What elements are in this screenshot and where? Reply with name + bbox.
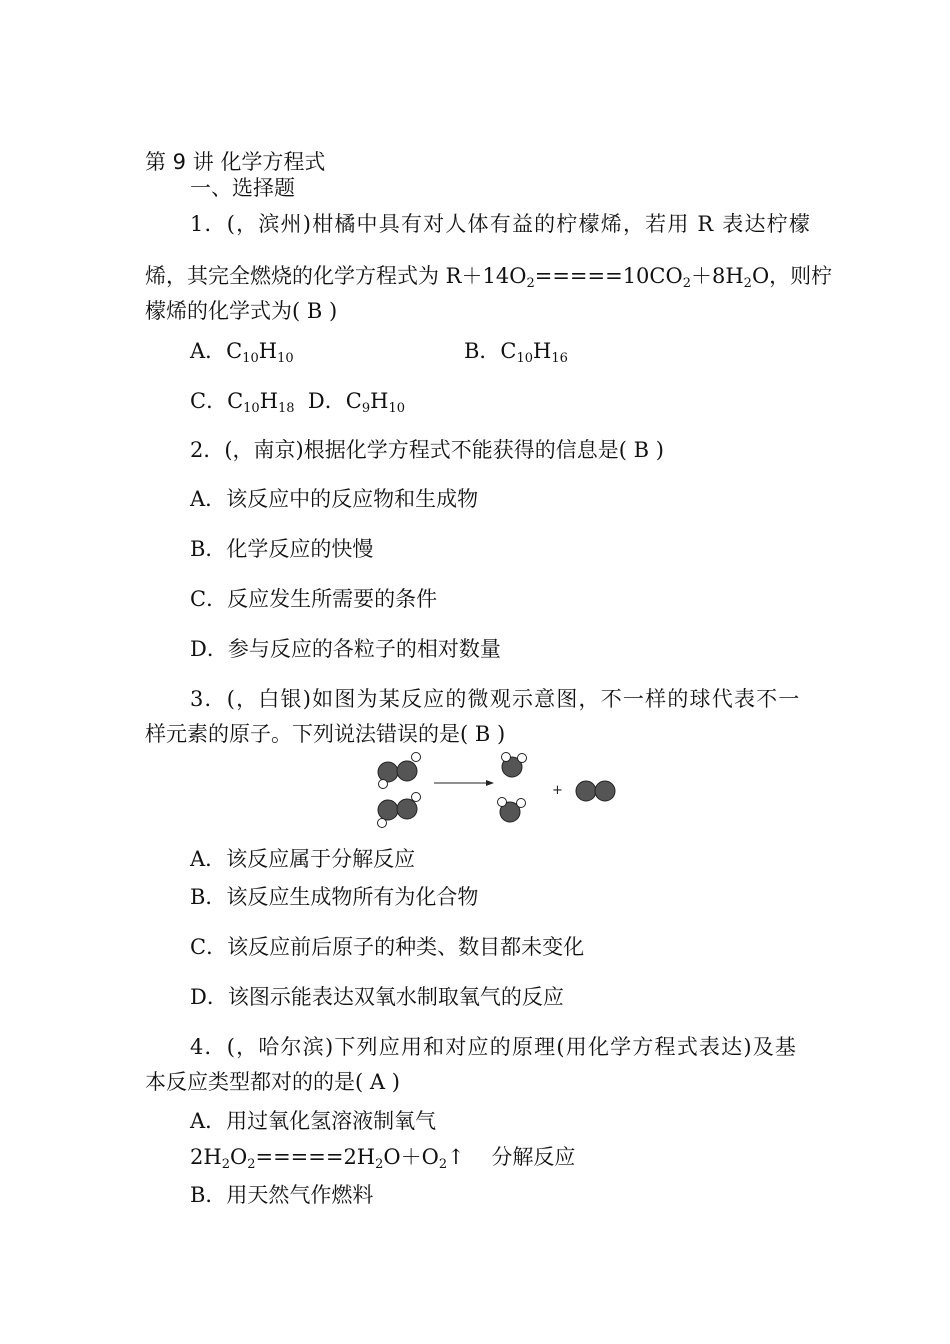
q3-option-c: C．该反应前后原子的种类、数目都未变化 — [190, 935, 585, 959]
product-molecule — [502, 753, 527, 778]
q2-stem: 2．(，南京)根据化学方程式不能获得的信息是( B ) — [190, 438, 664, 462]
q3-stem-line2: 样元素的原子。下列说法错误的是( B ) — [145, 722, 506, 746]
page-title: 第 9 讲 化学方程式 — [145, 150, 326, 174]
q4-option-b: B．用天然气作燃料 — [190, 1183, 374, 1207]
reaction-diagram — [368, 745, 628, 835]
reaction-arrow-icon — [434, 780, 494, 786]
q2-option-d: D．参与反应的各粒子的相对数量 — [190, 637, 501, 661]
section-heading: 一、选择题 — [190, 176, 295, 200]
q4-option-a: A．用过氧化氢溶液制氧气 — [190, 1109, 437, 1133]
q2-option-b: B．化学反应的快慢 — [190, 537, 374, 561]
q3-option-b: B．该反应生成物所有为化合物 — [190, 885, 479, 909]
plus-sign: + — [552, 783, 563, 798]
q1-stem-line1: 1．(，滨州)柑橘中具有对人体有益的柠檬烯，若用 R 表达柠檬 — [190, 212, 812, 236]
q1-stem-line3: 檬烯的化学式为( B ) — [145, 299, 338, 323]
q2-option-c: C．反应发生所需要的条件 — [190, 587, 438, 611]
q3-option-d: D．该图示能表达双氧水制取氧气的反应 — [190, 985, 564, 1009]
product-molecule — [498, 798, 526, 823]
product-molecule — [576, 781, 615, 801]
q4-option-a-equation: $2H_2O_2=====2H_2O+O_2↑$ 分解反应 — [190, 1145, 576, 1172]
q3-stem-line1: 3．(，白银)如图为某反应的微观示意图，不一样的球代表不一 — [190, 687, 801, 711]
q4-stem-line1: 4．(，哈尔滨)下列应用和对应的原理(用化学方程式表达)及基 — [190, 1035, 798, 1059]
q2-option-a: A．该反应中的反应物和生成物 — [190, 487, 479, 511]
q1-option-c-d: C．$C_{10}H_{18}$ D．$C_9H_{10}$ — [190, 389, 405, 416]
q1-option-b: B．$C_{10}H_{16}$ — [464, 339, 568, 366]
reactant-molecule — [378, 753, 421, 789]
reactant-molecule — [378, 793, 421, 828]
q3-option-a: A．该反应属于分解反应 — [190, 847, 416, 871]
q4-stem-line2: 本反应类型都对的的是( A ) — [145, 1070, 400, 1094]
q1-option-a: A．$C_{10}H_{10}$ — [190, 339, 294, 366]
q1-stem-line2: 烯，其完全燃烧的化学方程式为 $R+14O_2=====10CO_2+8H_2O$，则柠 — [145, 264, 833, 291]
